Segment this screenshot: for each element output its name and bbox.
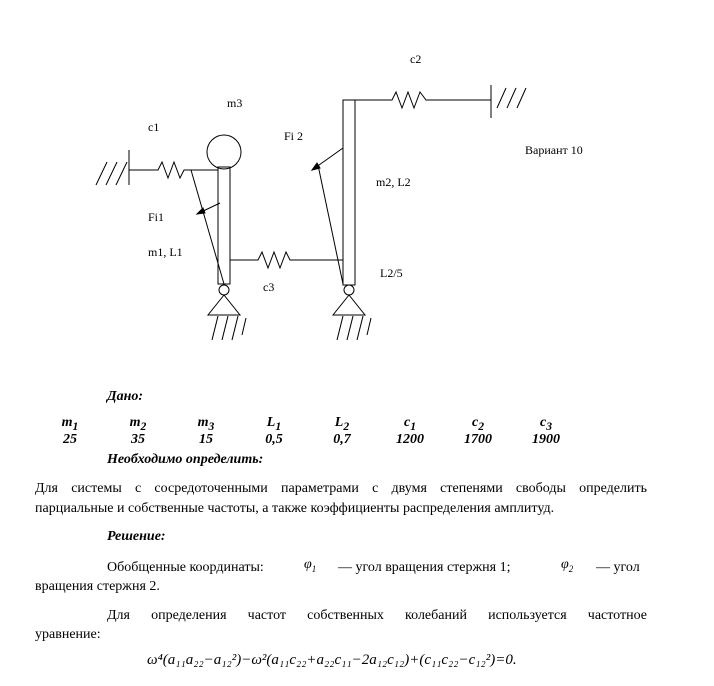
label-l2-5: L2/5 bbox=[380, 266, 403, 280]
task-heading: Необходимо определить: bbox=[107, 452, 264, 467]
phi1-description: — угол вращения стержня 1; bbox=[338, 560, 511, 575]
task-text-line2: парциальные и собственные частоты, а также коэффициенты распределения амплитуд. bbox=[35, 501, 555, 516]
rotated-rod-2 bbox=[318, 165, 343, 284]
param-name-c3: $c_3$ bbox=[539, 415, 553, 433]
label-variant: Вариант 10 bbox=[525, 143, 583, 157]
param-value-m3: 15 bbox=[199, 432, 213, 447]
spring-c3 bbox=[230, 252, 343, 268]
frequency-eq-intro: Для определения частот собственных колебаний используется частотное bbox=[107, 608, 647, 623]
param-value-l2: 0,7 bbox=[333, 432, 351, 447]
param-name-l2: $L_2$ bbox=[334, 415, 350, 433]
support-1 bbox=[208, 295, 240, 315]
param-value-c1: 1200 bbox=[396, 432, 424, 447]
param-value-m1: 25 bbox=[63, 432, 77, 447]
label-fi1: Fi1 bbox=[148, 210, 165, 224]
label-m2-l2: m2, L2 bbox=[376, 175, 411, 189]
param-value-c2: 1700 bbox=[464, 432, 492, 447]
label-m1-l1: m1, L1 bbox=[148, 245, 183, 259]
param-name-l1: $L_1$ bbox=[266, 415, 282, 433]
rod-1 bbox=[218, 167, 230, 284]
label-c1: c1 bbox=[148, 120, 160, 134]
phi2-description: — угол bbox=[596, 560, 640, 575]
spring-c1 bbox=[129, 162, 218, 178]
param-name-c1: $c_1$ bbox=[403, 415, 417, 433]
param-name-c2: $c_2$ bbox=[471, 415, 485, 433]
param-name-m1: $m_1$ bbox=[61, 415, 79, 433]
hinge-2 bbox=[344, 285, 354, 295]
phi1-symbol: $\varphi_1$ bbox=[304, 557, 317, 574]
wall-c1-hatch bbox=[96, 162, 107, 185]
param-name-m2: $m_2$ bbox=[129, 415, 147, 433]
label-fi2: Fi 2 bbox=[284, 129, 304, 143]
generalized-coords-label: Обобщенные координаты: bbox=[107, 560, 264, 575]
wall-c2-hatch bbox=[497, 88, 506, 108]
phi2-symbol: $\varphi_2$ bbox=[561, 557, 574, 574]
rod-2 bbox=[343, 100, 355, 285]
frequency-eq-intro-cont: уравнение: bbox=[35, 627, 101, 642]
label-m3: m3 bbox=[227, 96, 243, 110]
rotated-rod-1 bbox=[191, 170, 224, 284]
support-2 bbox=[333, 295, 365, 315]
param-value-l1: 0,5 bbox=[265, 432, 283, 447]
solution-heading: Решение: bbox=[107, 529, 166, 544]
hinge-1 bbox=[219, 285, 229, 295]
task-text-line1: Для системы с сосредоточенными параметрами с двумя степенями свободы определить bbox=[35, 481, 647, 496]
mass-m3 bbox=[207, 135, 241, 169]
param-value-m2: 35 bbox=[131, 432, 145, 447]
label-c3: c3 bbox=[263, 280, 275, 294]
spring-c2 bbox=[355, 92, 491, 108]
given-heading: Дано: bbox=[107, 389, 143, 404]
frequency-equation: ω⁴(a₁₁a₂₂−a₁₂²)−ω²(a₁₁c₂₂+a₂₂c₁₁−2a₁₂c₁₂)+(c₁₁c₂₂−c₁₂²)=0. bbox=[147, 652, 517, 668]
param-name-m3: $m_3$ bbox=[197, 415, 215, 433]
param-value-c3: 1900 bbox=[532, 432, 560, 447]
label-c2: c2 bbox=[410, 52, 422, 66]
phi2-description-cont: вращения стержня 2. bbox=[35, 579, 160, 594]
